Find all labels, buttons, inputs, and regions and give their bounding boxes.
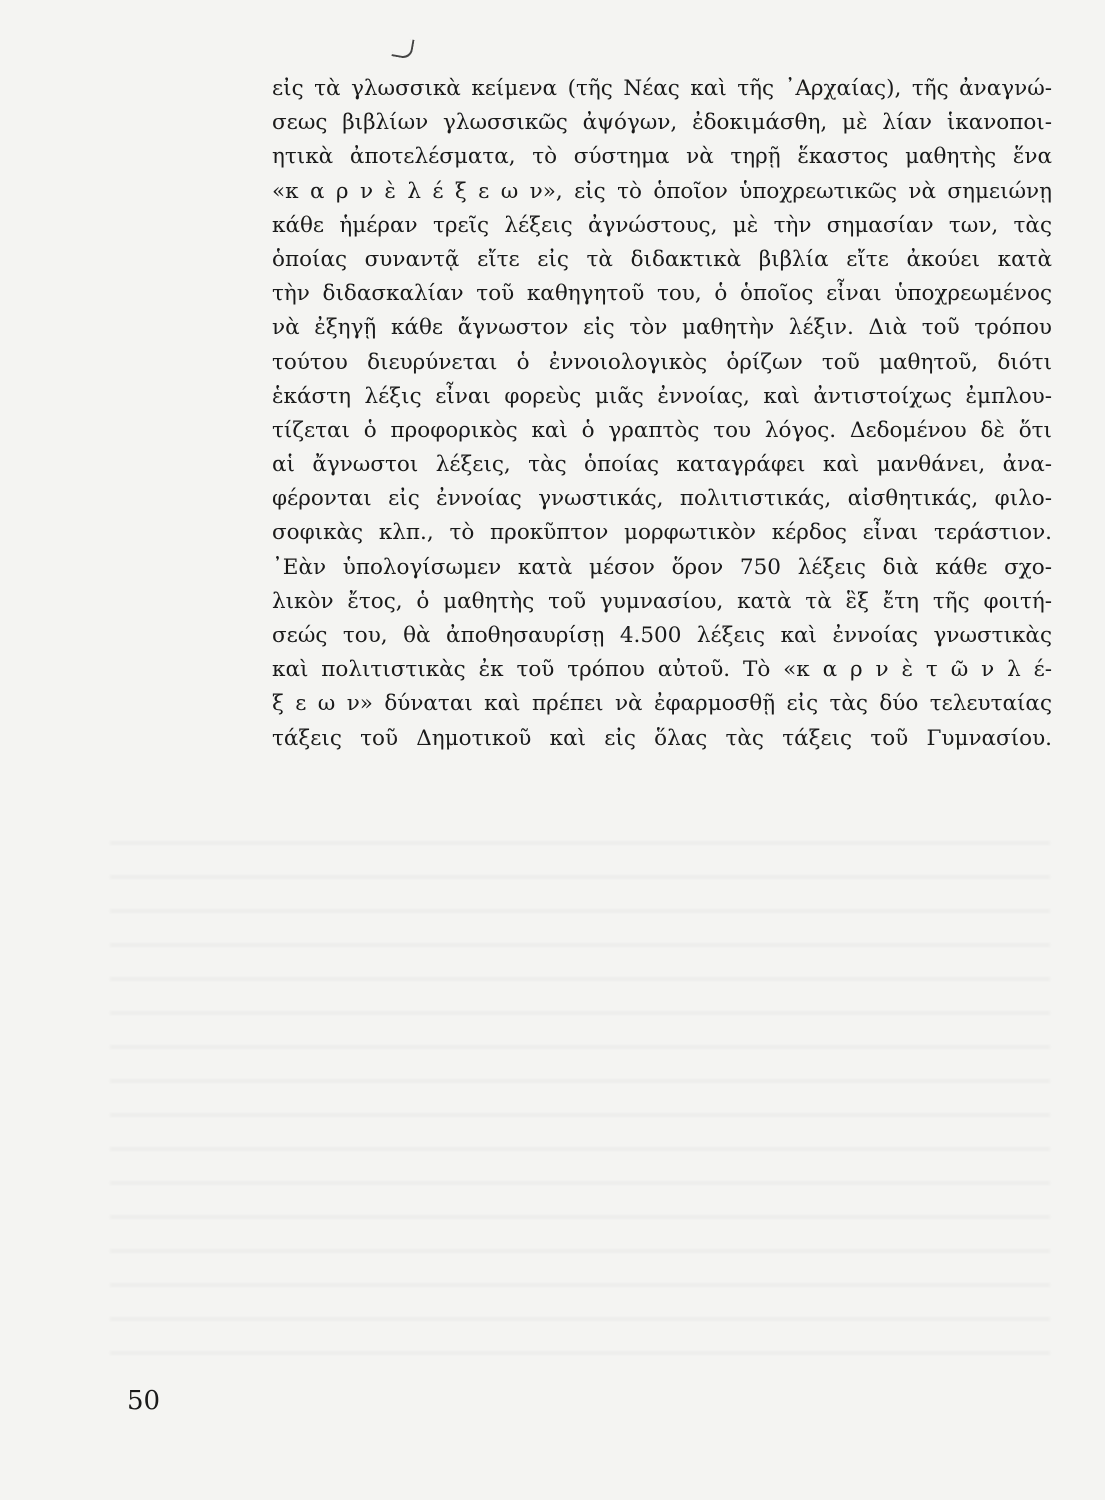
text-line: τὴν διδασκαλίαν τοῦ καθηγητοῦ του, ὁ ὁποῖος εἶναι ὑποχρεωμένος xyxy=(272,281,1052,307)
text-line: ὁποίας συναντᾷ εἴτε εἰς τὰ διδακτικὰ βιβλία εἴτε ἀκούει κατὰ xyxy=(272,246,1052,272)
text-line: νὰ ἐξηγῇ κάθε ἄγνωστον εἰς τὸν μαθητὴν λέξιν. Διὰ τοῦ τρόπου xyxy=(272,315,1052,341)
text-line: εἰς τὰ γλωσσικὰ κείμενα (τῆς Νέας καὶ τῆς ᾿Αρχαίας), τῆς ἀναγνώ- xyxy=(272,76,1052,101)
body-text xyxy=(272,72,1052,756)
text-line: σεώς του, θὰ ἀποθησαυρίσῃ 4.500 λέξεις καὶ ἐννοίας γνωστικὰς xyxy=(272,623,1052,648)
bleed-through-shadow xyxy=(110,820,1050,1380)
text-line: αἱ ἄγνωστοι λέξεις, τὰς ὁποίας καταγράφει καὶ μανθάνει, ἀνα- xyxy=(272,452,1052,478)
text-line: φέρονται εἰς ἐννοίας γνωστικάς, πολιτιστικάς, αἰσθητικάς, φιλο- xyxy=(272,486,1052,512)
pencil-mark xyxy=(391,36,414,59)
text-line: λικὸν ἔτος, ὁ μαθητὴς τοῦ γυμνασίου, κατὰ τὰ ἓξ ἔτη τῆς φοιτή- xyxy=(272,588,1052,614)
text-line: ητικὰ ἀποτελέσματα, τὸ σύστημα νὰ τηρῇ ἕκαστος μαθητὴς ἕνα xyxy=(272,144,1052,170)
text-line: ἑκάστη λέξις εἶναι φορεὺς μιᾶς ἐννοίας, καὶ ἀντιστοίχως ἐμπλου- xyxy=(272,383,1052,409)
text-line: τίζεται ὁ προφορικὸς καὶ ὁ γραπτὸς του λόγος. Δεδομένου δὲ ὅτι xyxy=(272,417,1052,443)
text-line: τάξεις τοῦ Δημοτικοῦ καὶ εἰς ὅλας τὰς τάξεις τοῦ Γυμνασίου. xyxy=(272,725,1052,751)
text-line: ᾿Εὰν ὑπολογίσωμεν κατὰ μέσον ὅρον 750 λέξεις διὰ κάθε σχο- xyxy=(272,554,1052,580)
page-number: 50 xyxy=(127,1386,161,1416)
text-line: κάθε ἡμέραν τρεῖς λέξεις ἀγνώστους, μὲ τὴν σημασίαν των, τὰς xyxy=(272,212,1052,238)
text-line: «κ α ρ ν ὲ λ έ ξ ε ω ν», εἰς τὸ ὁποῖον ὑποχρεωτικῶς νὰ σημειώνῃ xyxy=(272,178,1052,204)
text-line: σοφικὰς κλπ., τὸ προκῦπτον μορφωτικὸν κέρδος εἶναι τεράστιον. xyxy=(272,520,1052,546)
text-line: σεως βιβλίων γλωσσικῶς ἀψόγων, ἐδοκιμάσθη, μὲ λίαν ἱκανοποι- xyxy=(272,110,1052,136)
text-line: τούτου διευρύνεται ὁ ἐννοιολογικὸς ὁρίζων τοῦ μαθητοῦ, διότι xyxy=(272,349,1052,375)
text-line: ξ ε ω ν» δύναται καὶ πρέπει νὰ ἐφαρμοσθῇ εἰς τὰς δύο τελευταίας xyxy=(272,691,1052,717)
text-line: καὶ πολιτιστικὰς ἐκ τοῦ τρόπου αὐτοῦ. Τὸ «κ α ρ ν ὲ τ ῶ ν λ έ- xyxy=(272,657,1052,683)
